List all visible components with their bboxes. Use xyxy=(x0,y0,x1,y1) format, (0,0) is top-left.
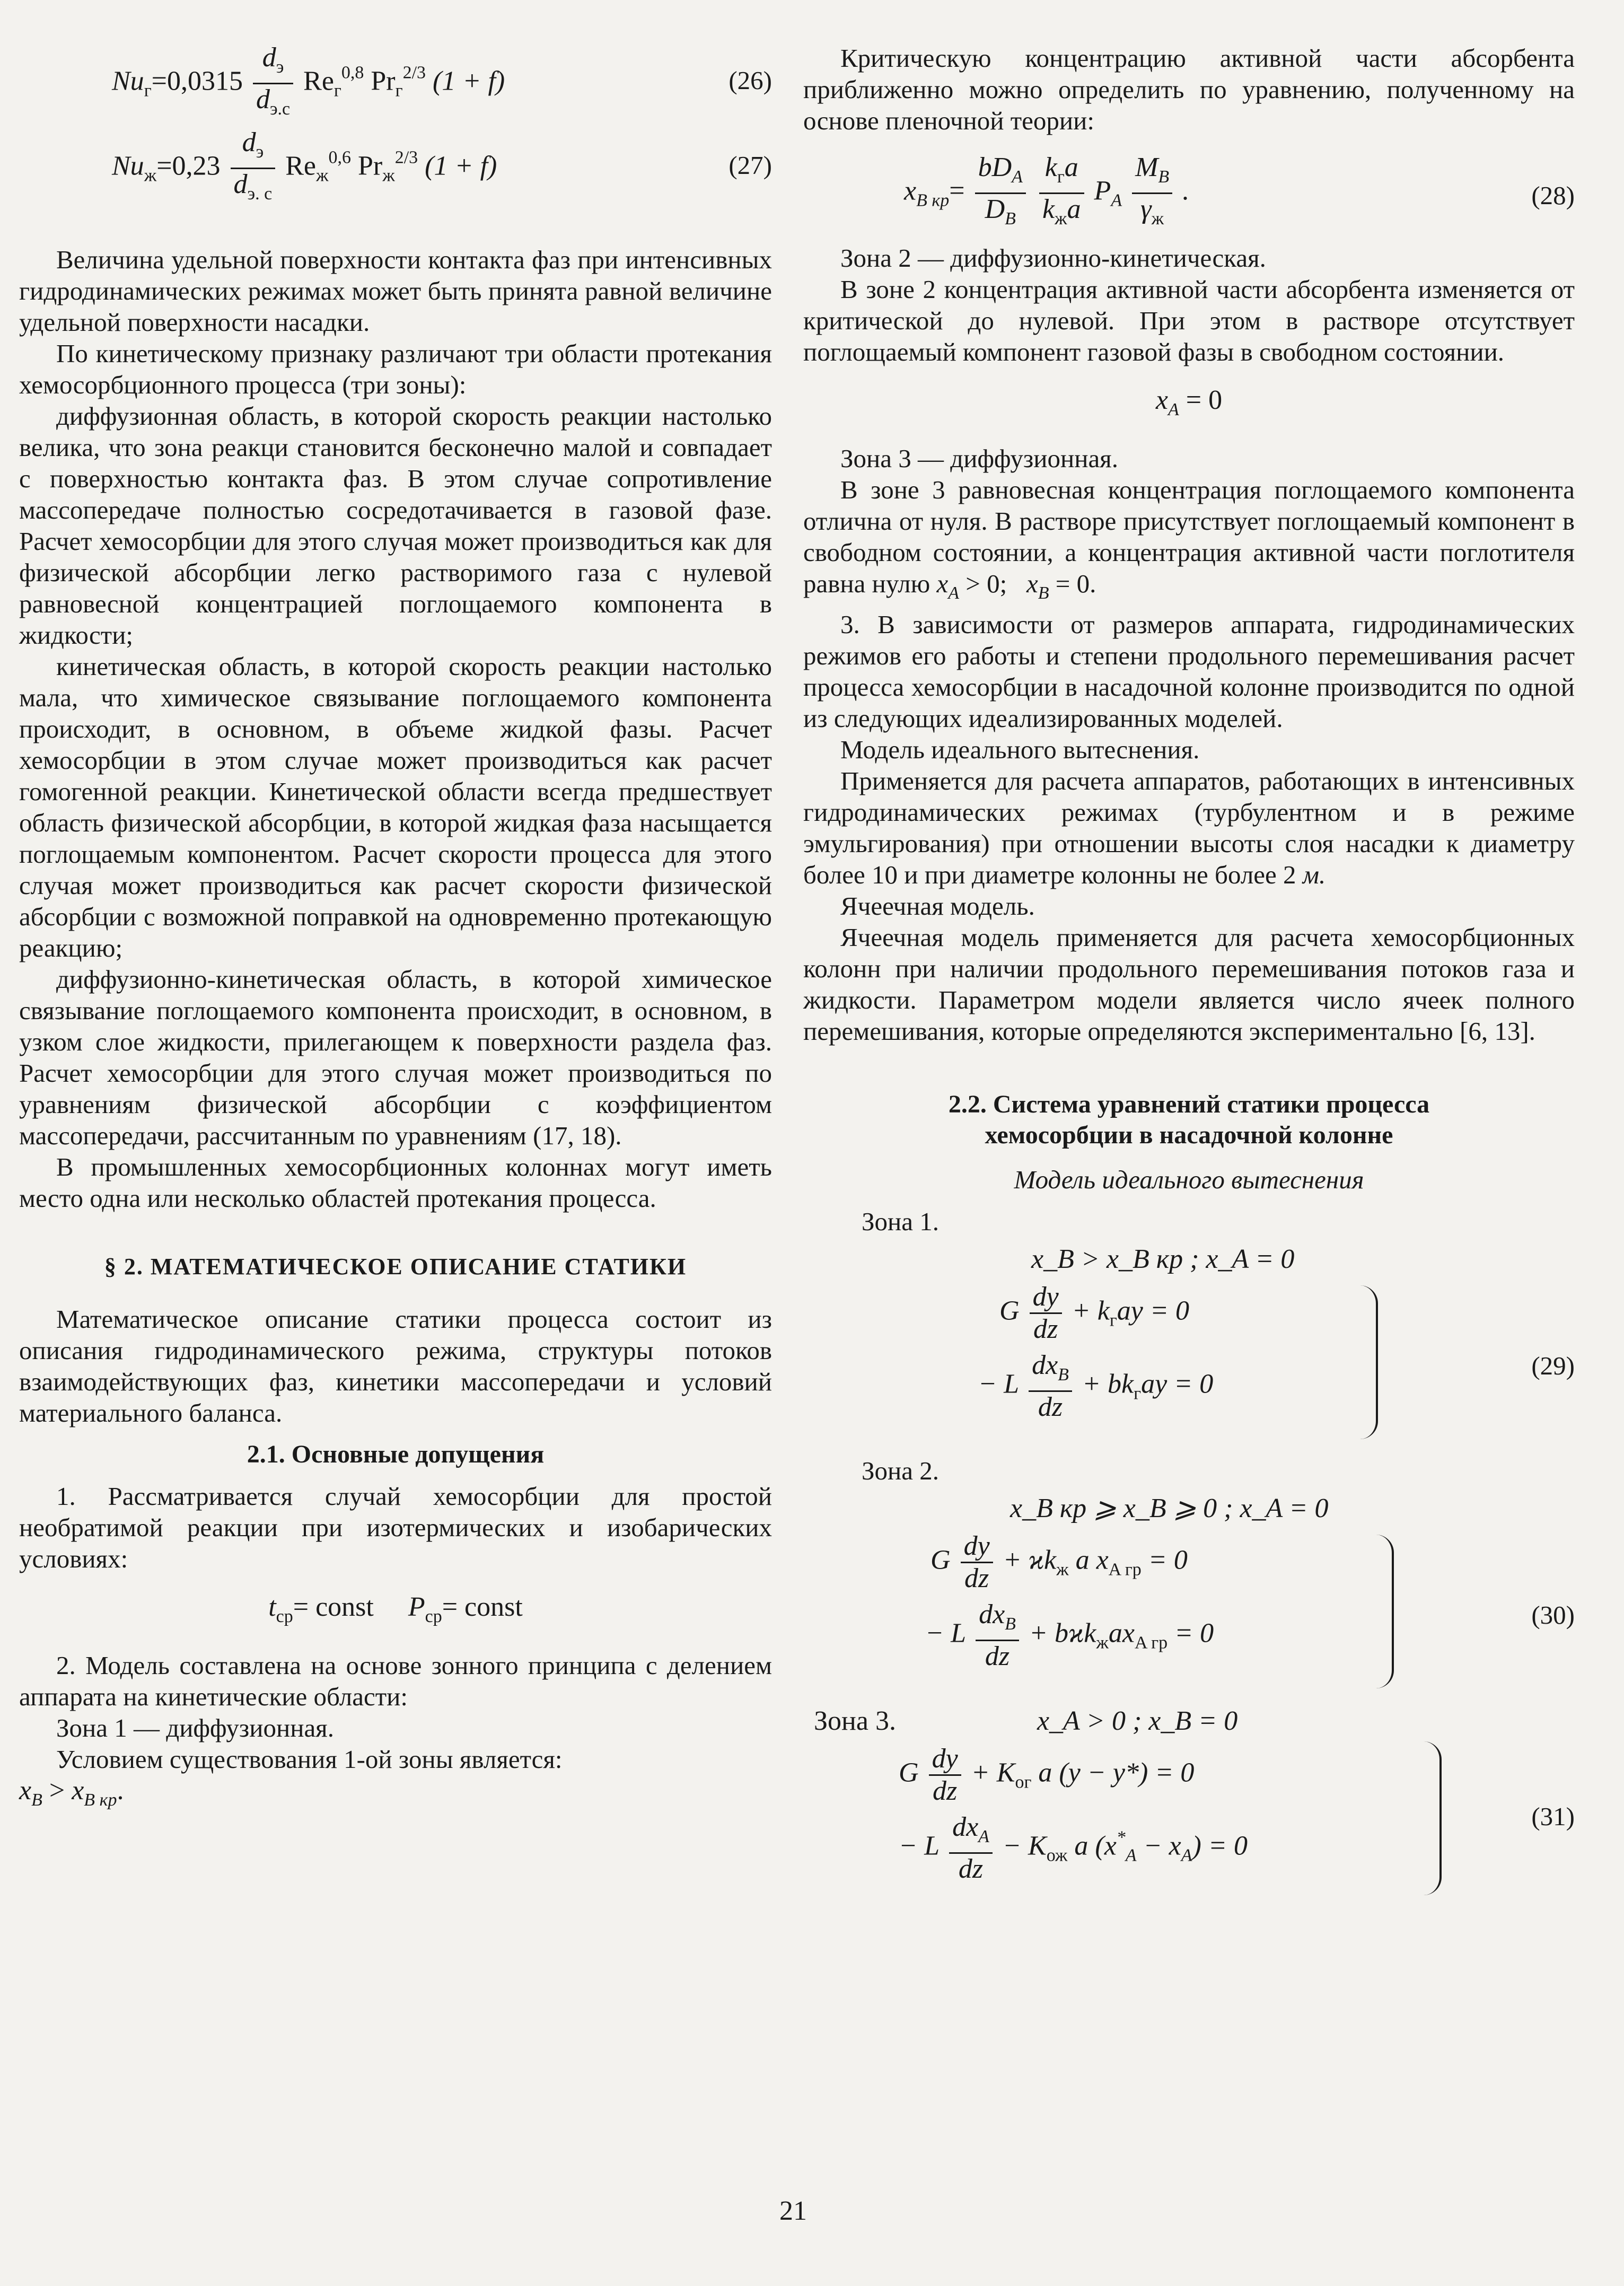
equation-constants: $t_{ср}=$ const $P_{ср}=$ const xyxy=(268,1592,523,1626)
equation-number: (29) xyxy=(1531,1351,1575,1380)
zone-label-and-condition xyxy=(803,1704,1575,1738)
zone-condition: x_B кр ⩾ x_B ⩾ 0 ; x_A = 0 xyxy=(1010,1493,1329,1523)
page-number: 21 xyxy=(779,2196,807,2226)
zone1-eq2: − L $\frac{dx_B}{dz}$ + $bk_гay = 0$ xyxy=(978,1350,1214,1422)
right-column xyxy=(803,42,1575,1895)
paragraph: Применяется для расчета аппаратов, работающих в интенсивных гидродинамических режимах (турбулентном и в режиме эмульгирования) при отношении высоты слоя насадки к диаметру более 10 и при диаметре колонны не более 2 м. xyxy=(803,766,1575,889)
equation-26: $Nu_г=0,0315$ $\frac{d_э}{d_{э.с}}$ $Re_г^{0,8}$ $Pr_г^{2/3}$ (1 + f) (26) xyxy=(112,42,772,119)
equation-number: (30) xyxy=(1531,1600,1575,1630)
paragraph: В промышленных хемосорбционных колоннах могут иметь место одна или несколько областей протекания процесса. xyxy=(19,1152,772,1213)
model-title: Модель идеального вытеснения xyxy=(1014,1165,1364,1194)
equation-xa: $x_A = 0$ xyxy=(1155,385,1223,419)
paragraph: 3. В зависимости от размеров аппарата, гидродинамических режимов его работы и степени продольного перемешивания расчет процесса хемосорбции в насадочной колонне производится по одной из следующих идеализированных моделей. xyxy=(803,610,1575,733)
paragraph: Зона 3 — диффузионная. xyxy=(840,444,1118,473)
zone1-eq1: G $\frac{dy}{dz}$ + $k_гay = 0$ xyxy=(999,1282,1189,1344)
left-column xyxy=(19,42,772,1816)
zone-label: Зона 3. xyxy=(814,1706,896,1736)
paragraph: 2. Модель составлена на основе зонного принципа с делением аппарата на кинетические области: xyxy=(19,1651,772,1711)
equation-number: (27) xyxy=(728,151,772,180)
paragraph: диффузионная область, в которой скорость реакции настолько велика, что зона реакци становится бесконечно малой и совпадает с поверхностью контакта фаз. В этом случае сопротивление массопередаче полностью сосредотачивается в газовой фазе. Расчет хемосорбции для этого случая может производиться как для физической абсорбции легко растворимого газа с нулевой равновесной концентрацией поглощаемого компонента в жидкости; xyxy=(19,401,772,650)
equation-27: $Nu_ж=0,23$ $\frac{d_э}{d_{э. с}}$ $Re_ж^{0,6}$ $Pr_ж^{2/3}$ (1 + f) (27) xyxy=(112,127,772,204)
equation-number: (26) xyxy=(728,66,772,95)
paragraph: Зона 1 — диффузионная. xyxy=(56,1713,334,1742)
equation-number: (31) xyxy=(1531,1802,1575,1831)
paragraph: Величина удельной поверхности контакта фаз при интенсивных гидродинамических режимах может быть принята равной величине удельной поверхности насадки. xyxy=(19,245,772,337)
zone2-eq2: − L $\frac{dx_B}{dz}$ + $bϰk_жax_{A гр} = 0$ xyxy=(925,1599,1214,1671)
zone2-eq1: G $\frac{dy}{dz}$ + $ϰk_ж$ a $x_{A гр} = 0$ xyxy=(930,1531,1188,1593)
brace xyxy=(1360,1285,1378,1439)
zone-label: Зона 1. xyxy=(862,1207,940,1236)
paragraph: кинетическая область, в которой скорость реакции настолько мала, что химическое связывание поглощаемого компонента происходит, в основном, в объеме жидкой фазы. Расчет хемосорбции в этом случае может производиться как расчет гомогенной реакции. Кинетической области всегда предшествует область физической абсорбции, в которой жидкая фаза насыщается поглощаемым компонентом. Расчет скорости процесса для этого случая может производиться как расчет скорости физической абсорбции с возможной поправкой на одновременно протекающую реакцию; xyxy=(19,652,772,962)
zone-label: Зона 2. xyxy=(862,1456,940,1485)
paragraph: В зоне 2 концентрация активной части абсорбента изменяется от критической до нулевой. При этом в растворе отсутствует поглощаемый компонент газовой фазы в свободном состоянии. xyxy=(803,275,1575,366)
section-title: § 2. МАТЕМАТИЧЕСКОЕ ОПИСАНИЕ СТАТИКИ xyxy=(104,1254,687,1280)
zone-2-block xyxy=(803,1455,1575,1704)
paragraph: По кинетическому признаку различают три области протекания хемосорбционного процесса (три зоны): xyxy=(19,339,772,399)
zone-1-block xyxy=(803,1206,1575,1455)
zone-3-block xyxy=(803,1704,1575,1895)
brace xyxy=(1424,1741,1442,1895)
paragraph: Математическое описание статики процесса состоит из описания гидродинамического режима, структуры потоков взаимодействующих фаз, кинетики массопередачи и условий материального баланса. xyxy=(19,1304,772,1427)
paragraph: Условием существования 1-ой зоны является: xyxy=(56,1745,563,1774)
paragraph: В зоне 3 равновесная концентрация поглощаемого компонента отлична от нуля. В растворе присутствует поглощаемый компонент в свободном состоянии, а концентрация активной части поглотителя равна нулю $x_A > 0$; $x_B = 0$. xyxy=(803,475,1575,603)
paragraph: Модель идеального вытеснения. xyxy=(840,735,1200,764)
subsection-title-line2: хемосорбции в насадочной колонне xyxy=(985,1121,1393,1149)
paragraph: Зона 2 — диффузионно-кинетическая. xyxy=(840,243,1266,273)
paragraph: 1. Рассматривается случай хемосорбции для простой необратимой реакции при изотермических и изобарических условиях: xyxy=(19,1482,772,1573)
subsection-title: 2.1. Основные допущения xyxy=(247,1440,545,1468)
zone3-eq2: − L $\frac{dx_A}{dz}$ − $K_{ож}$ a $(x^*_A - x_A) = 0$ xyxy=(899,1812,1248,1884)
paragraph: диффузионно-кинетическая область, в которой химическое связывание поглощаемого компонента происходит, в основном, в узком слое жидкости, прилегающем к поверхности раздела фаз. Расчет хемосорбции для этого случая может производиться по уравнениям физической абсорбции с коэффициентом массопередачи, рассчитанным по уравнениям (17, 18). xyxy=(19,965,772,1150)
brace xyxy=(1376,1535,1394,1688)
paragraph: Ячеечная модель. xyxy=(840,891,1035,921)
subsection-title: 2.2. Система уравнений статики процесса xyxy=(948,1090,1430,1118)
paragraph: Ячеечная модель применяется для расчета хемосорбционных колонн при наличии продольного перемешивания потоков газа и жидкости. Параметром модели является число ячеек полного перемешивания, которые определяются экспериментально [6, 13]. xyxy=(803,923,1575,1046)
equation-number: (28) xyxy=(1531,181,1575,210)
zone3-eq1: G $\frac{dy}{dz}$ + $K_{ог}$ a (y − y*) = 0 xyxy=(899,1744,1195,1806)
paragraph: Критическую концентрацию активной части абсорбента приближенно можно определить по уравнению, полученному на основе пленочной теории: xyxy=(803,43,1575,135)
zone-condition: x_A > 0 ; x_B = 0 xyxy=(1037,1706,1238,1736)
equation-28: $x_{B кр}=$ $\frac{bD_A}{D_B}$ $\frac{k_гa}{k_жa}$ $P_A$ $\frac{M_B}{\gamma_ж}$ . (28) xyxy=(904,152,1575,229)
zone-condition: x_B > x_B кр ; x_A = 0 xyxy=(1031,1244,1295,1274)
condition-line: $x_B > x_{B кр}$. xyxy=(19,1775,124,1810)
